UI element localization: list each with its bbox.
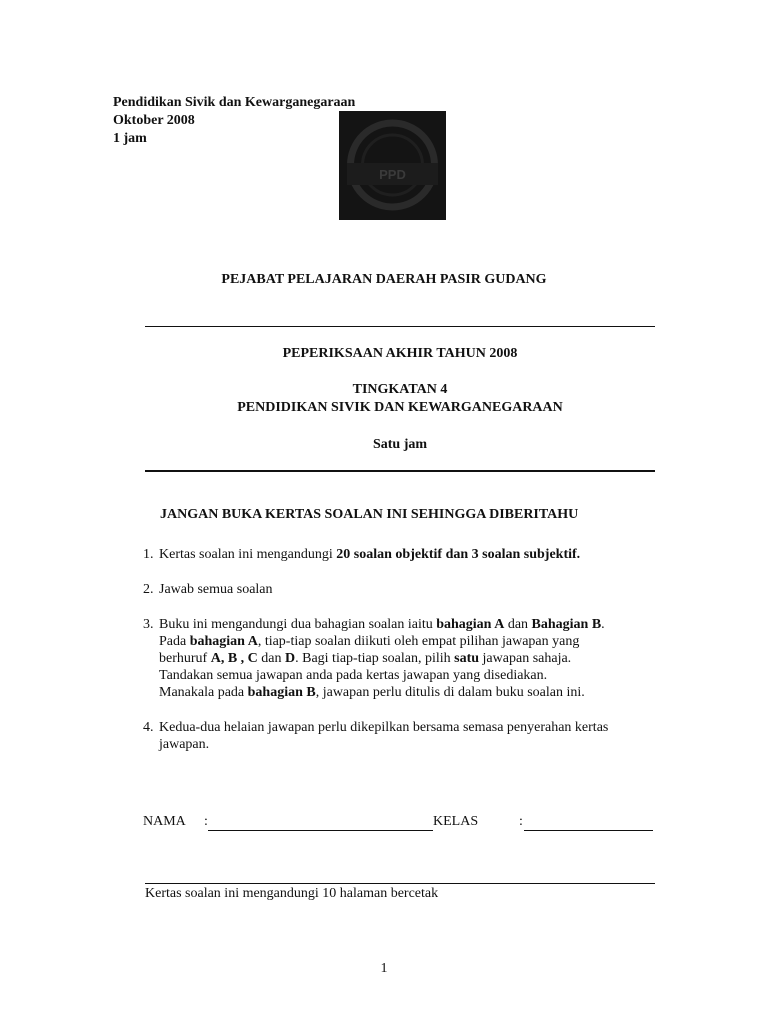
class-field[interactable] bbox=[524, 830, 653, 831]
instruction-number: 4. bbox=[143, 720, 154, 735]
class-label: KELAS bbox=[433, 814, 479, 829]
ppd-logo-emblem bbox=[339, 111, 446, 220]
instruction-text: Buku ini mengandungi dua bahagian soalan iaitu bbox=[159, 617, 437, 632]
header-subject: Pendidikan Sivik dan Kewarganegaraan bbox=[113, 95, 356, 110]
instruction-text: Kertas soalan ini mengandungi bbox=[159, 547, 337, 562]
instruction-number: 2. bbox=[143, 582, 154, 597]
page-count-text: Kertas soalan ini mengandungi 10 halaman bercetak bbox=[145, 886, 439, 901]
header-duration: 1 jam bbox=[113, 131, 147, 146]
instruction-item-3 bbox=[143, 616, 663, 701]
header-date: Oktober 2008 bbox=[113, 113, 195, 128]
student-info-row bbox=[143, 814, 658, 834]
logo-text: PPD bbox=[379, 167, 406, 182]
instruction-text: . Bagi tiap-tiap soalan, pilih bbox=[295, 651, 455, 666]
instruction-text: jawapan. bbox=[159, 737, 210, 752]
instruction-item-2 bbox=[143, 581, 663, 598]
instruction-bold-text: bahagian A bbox=[189, 634, 258, 649]
ppd-logo bbox=[339, 111, 446, 220]
instruction-bold-text: D bbox=[284, 651, 296, 666]
class-colon: : bbox=[519, 814, 523, 829]
instruction-bold-text: 20 soalan objektif dan 3 soalan subjektif. bbox=[336, 547, 581, 562]
exam-subject: PENDIDIKAN SIVIK DAN KEWARGANEGARAAN bbox=[237, 400, 563, 415]
instruction-bold-text: Bahagian B bbox=[531, 617, 602, 632]
instruction-bold-text: bahagian A bbox=[436, 617, 505, 632]
instruction-text: Tandakan semua jawapan anda pada kertas jawapan yang disediakan. bbox=[159, 668, 548, 683]
instruction-number: 3. bbox=[143, 617, 154, 632]
top-divider bbox=[145, 326, 655, 327]
footer-divider bbox=[145, 883, 655, 884]
instruction-text: Jawab semua soalan bbox=[159, 582, 273, 597]
bottom-divider bbox=[145, 470, 655, 472]
instruction-item-1 bbox=[143, 546, 663, 563]
instruction-text: , tiap-tiap soalan diikuti oleh empat pilihan jawapan yang bbox=[257, 634, 580, 649]
instruction-bold-text: A, B , C bbox=[210, 651, 258, 666]
instructions-list bbox=[143, 546, 663, 771]
page-number: 1 bbox=[380, 961, 388, 976]
header-block bbox=[113, 94, 355, 148]
instruction-number: 1. bbox=[143, 547, 154, 562]
instruction-item-4 bbox=[143, 719, 663, 753]
instruction-text: Pada bbox=[159, 634, 190, 649]
instruction-text: Kedua-dua helaian jawapan perlu dikepilkan bersama semasa penyerahan kertas bbox=[159, 720, 609, 735]
instruction-text: dan bbox=[504, 617, 532, 632]
office-title: PEJABAT PELAJARAN DAERAH PASIR GUDANG bbox=[221, 272, 547, 287]
name-field[interactable] bbox=[208, 830, 433, 831]
instruction-text: berhuruf bbox=[159, 651, 211, 666]
instruction-bold-text: bahagian B bbox=[247, 685, 316, 700]
exam-title: PEPERIKSAAN AKHIR TAHUN 2008 bbox=[282, 346, 518, 361]
name-label: NAMA bbox=[143, 814, 186, 829]
name-colon: : bbox=[204, 814, 208, 829]
instruction-text: dan bbox=[257, 651, 285, 666]
instruction-text: jawapan sahaja. bbox=[479, 651, 572, 666]
instruction-text: . bbox=[601, 617, 605, 632]
exam-time: Satu jam bbox=[372, 437, 428, 452]
exam-form: TINGKATAN 4 bbox=[352, 382, 448, 397]
instruction-text: Manakala pada bbox=[159, 685, 248, 700]
instruction-text: , jawapan perlu ditulis di dalam buku soalan ini. bbox=[315, 685, 585, 700]
warning-text: JANGAN BUKA KERTAS SOALAN INI SEHINGGA DIBERITAHU bbox=[160, 507, 579, 522]
instruction-bold-text: satu bbox=[454, 651, 480, 666]
